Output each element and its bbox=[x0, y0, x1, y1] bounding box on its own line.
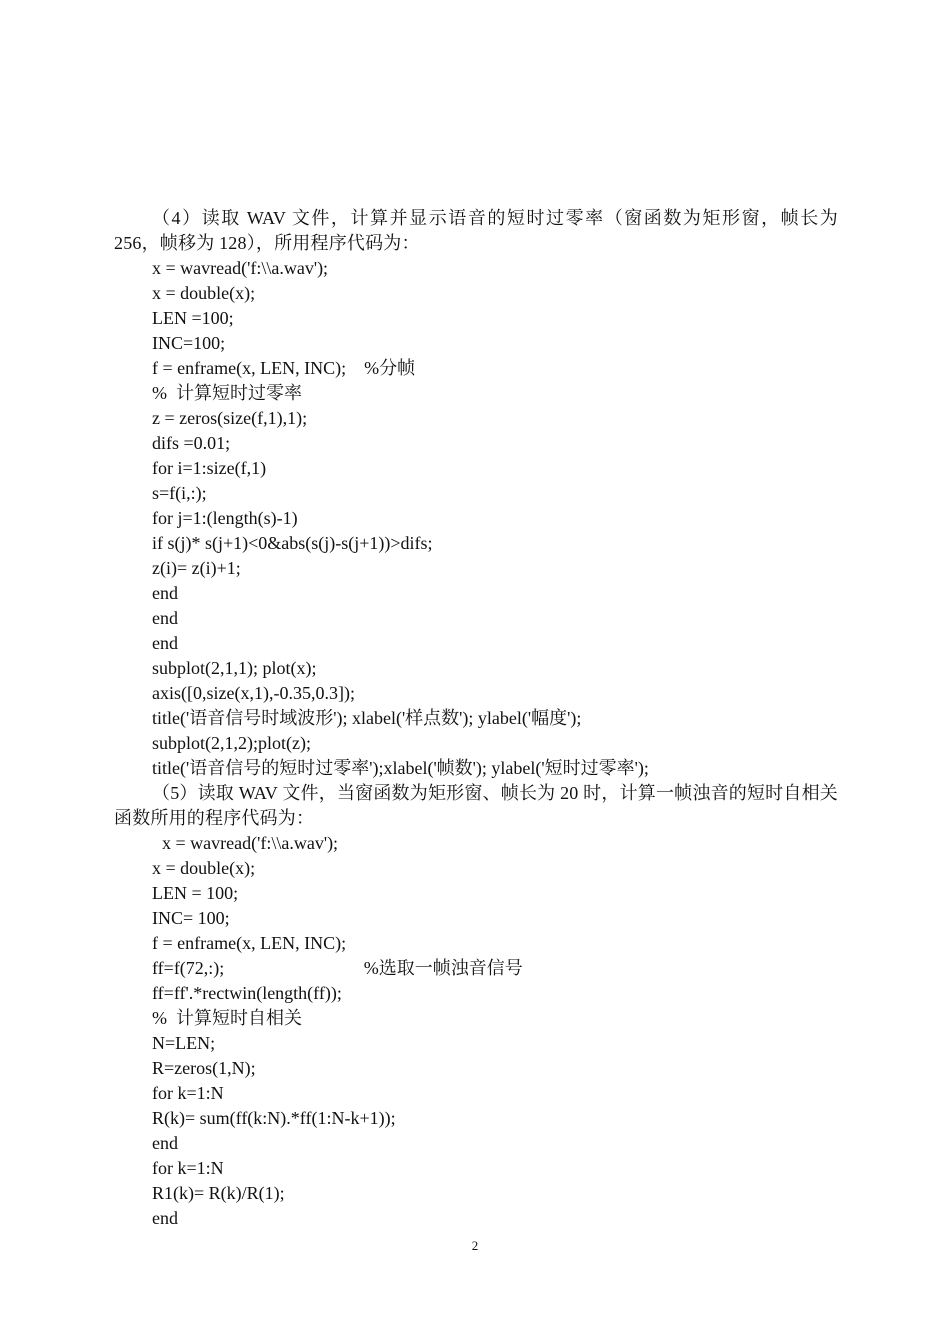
page-content bbox=[114, 206, 838, 1231]
code-line: f = enframe(x, LEN, INC); %分帧 bbox=[152, 358, 416, 378]
code-line: f = enframe(x, LEN, INC); bbox=[152, 933, 347, 953]
code-line: x = wavread('f:\\a.wav'); bbox=[152, 258, 329, 278]
code-line: z = zeros(size(f,1),1); bbox=[152, 408, 308, 428]
code-line: for k=1:N bbox=[152, 1158, 224, 1178]
code-line: x = double(x); bbox=[152, 858, 256, 878]
code-line: z(i)= z(i)+1; bbox=[152, 558, 241, 578]
code-line: title('语音信号的短时过零率');xlabel('帧数'); ylabel('短时过零率'); bbox=[152, 758, 649, 778]
code-line: axis([0,size(x,1),-0.35,0.3]); bbox=[152, 683, 355, 703]
code-line: subplot(2,1,2);plot(z); bbox=[152, 733, 311, 753]
code-line: end bbox=[152, 1208, 178, 1228]
code-line: subplot(2,1,1); plot(x); bbox=[152, 658, 317, 678]
code-line: LEN = 100; bbox=[152, 883, 239, 903]
code-line: INC= 100; bbox=[152, 908, 230, 928]
code-line: difs =0.01; bbox=[152, 433, 231, 453]
code-line: if s(j)* s(j+1)<0&abs(s(j)-s(j+1))>difs; bbox=[152, 533, 433, 553]
page-number: 2 bbox=[471, 1238, 479, 1253]
code-line: ff=f(72,:); %选取一帧浊音信号 bbox=[152, 958, 523, 978]
code-line: end bbox=[152, 583, 178, 603]
code-line: for i=1:size(f,1) bbox=[152, 458, 267, 478]
code-line: end bbox=[152, 608, 178, 628]
code-line: title('语音信号时域波形'); xlabel('样点数'); ylabel('幅度'); bbox=[152, 708, 582, 728]
code-comment-line: % 计算短时过零率 bbox=[152, 383, 302, 403]
code-comment-line: % 计算短时自相关 bbox=[152, 1008, 302, 1028]
code-line: INC=100; bbox=[152, 333, 226, 353]
code-line: for j=1:(length(s)-1) bbox=[152, 508, 298, 528]
code-line: R(k)= sum(ff(k:N).*ff(1:N-k+1)); bbox=[152, 1108, 396, 1128]
section-4-intro: （4）读取 WAV 文件，计算并显示语音的短时过零率（窗函数为矩形窗，帧长为 256，帧移为 128），所用程序代码为： bbox=[114, 208, 838, 253]
code-line: N=LEN; bbox=[152, 1033, 216, 1053]
section-5-code-block bbox=[114, 831, 838, 1231]
code-line: x = wavread('f:\\a.wav'); bbox=[162, 833, 339, 853]
code-line: LEN =100; bbox=[152, 308, 234, 328]
code-line: ff=ff'.*rectwin(length(ff)); bbox=[152, 983, 342, 1003]
code-line: s=f(i,:); bbox=[152, 483, 207, 503]
code-line: R1(k)= R(k)/R(1); bbox=[152, 1183, 285, 1203]
section-4-code-block bbox=[114, 256, 838, 781]
code-line: end bbox=[152, 1133, 178, 1153]
code-line: R=zeros(1,N); bbox=[152, 1058, 256, 1078]
code-line: for k=1:N bbox=[152, 1083, 224, 1103]
code-line: end bbox=[152, 633, 178, 653]
section-5-intro: （5）读取 WAV 文件，当窗函数为矩形窗、帧长为 20 时，计算一帧浊音的短时自相关函数所用的程序代码为： bbox=[114, 783, 838, 828]
code-line: x = double(x); bbox=[152, 283, 256, 303]
